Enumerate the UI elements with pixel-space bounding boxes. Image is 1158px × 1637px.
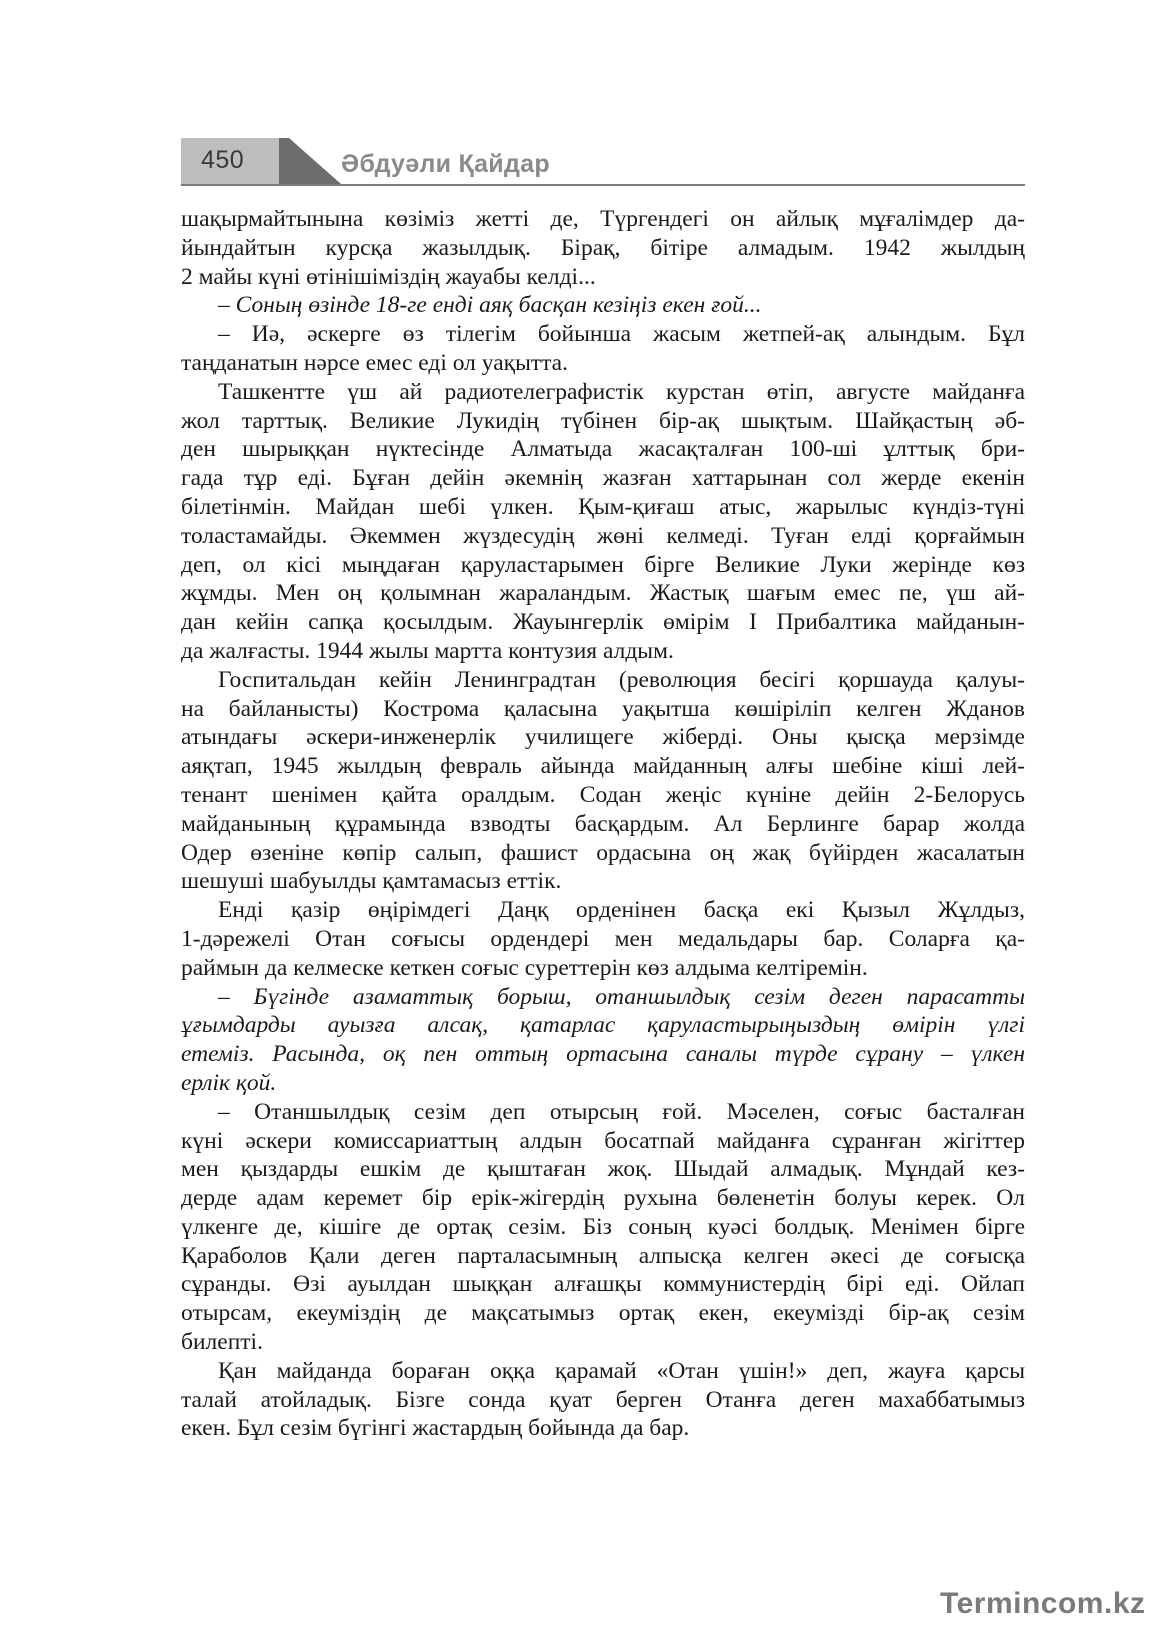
text-line: аяқтап, 1945 жылдың февраль айында майданның алғы шебіне кіші лей- (181, 753, 1025, 780)
running-header (181, 138, 1025, 186)
text-line: таңданатын нәрсе емес еді ол уақытта. (181, 349, 568, 376)
text-line: деп, ол кісі мыңдаған қаруластарымен бірге Великие Луки жерінде көз (181, 551, 1025, 578)
text-line: да жалғасты. 1944 жылы мартта контузия алдым. (181, 637, 674, 664)
text-line: үлкенге де, кішіге де ортақ сезім. Біз соның куәсі болдық. Менімен бірге (181, 1213, 1025, 1240)
paragraph-start-line: Ташкентте үш ай радиотелеграфистік курстан өтіп, августе майданға (218, 378, 1025, 405)
text-line: талай атойладық. Бізге сонда қуат берген Отанға деген махаббатымыз (181, 1386, 1025, 1413)
text-line: на байланысты) Кострома қаласына уақытша көшіріліп келген Жданов (181, 695, 1025, 722)
page-body (181, 205, 1025, 1443)
paragraph-start-line: Госпитальдан кейін Ленинградтан (революция бесігі қоршауда қалуы- (218, 666, 1025, 693)
text-line: толастамайды. Әкеммен жүздесудің жөні келмеді. Туған елді қорғаймын (181, 522, 1025, 549)
question-line: ұғымдарды ауызға алсақ, қатарлас қаруластырыңыздың өмірін үлгі (181, 1012, 1025, 1039)
text-line: атындағы әскери-инженерлік училищеге жіберді. Оны қысқа мерзімде (181, 724, 1025, 751)
answer-line: – Отаншылдық сезім деп отырсың ғой. Мәселен, соғыс басталған (218, 1098, 1025, 1125)
text-line: отырсам, екеуміздің де мақсатымыз ортақ екен, екеумізді бір-ақ сезім (181, 1300, 1025, 1327)
page-number-box (181, 138, 279, 184)
text-line: раймын да келмеске кеткен соғыс суреттерін көз алдыма келтіремін. (181, 954, 868, 981)
text-line: шақырмайтынына көзіміз жетті де, Түргендегі он айлық мұғалімдер да- (181, 206, 1025, 232)
text-line: жол тарттық. Великие Лукидің түбінен бір-ақ шықтым. Шайқастың әб- (181, 407, 1025, 434)
text-line: күні әскери комиссариаттың алдын босатпай майданға сұранған жігіттер (181, 1127, 1025, 1154)
text-line: мен қыздарды ешкім де қыштаған жоқ. Шыдай алмадық. Мұндай кез- (181, 1156, 1025, 1183)
text-line: 1-дәрежелі Отан соғысы ордендері мен медальдары бар. Соларға қа- (181, 925, 1025, 952)
question-line: – Соның өзінде 18-ге енді аяқ басқан кезіңіз екен ғой... (218, 292, 762, 319)
paragraph-start-line: Қан майданда бораған оққа қарамай «Отан үшін!» деп, жауға қарсы (218, 1357, 1025, 1384)
logo-text: Termincom.kz (940, 1587, 1146, 1620)
text-line: ден шырыққан нүктесінде Алматыда жасақталған 100-ші ұлттық бри- (181, 436, 1025, 463)
text-line: дан кейін сапқа қосылдым. Жауынгерлік өмірім I Прибалтика майданын- (181, 609, 1025, 636)
text-line: майданының құрамында взводты басқардым. Ал Берлинге барар жолда (181, 810, 1025, 837)
author-name: Әбдуәли Қайдар (341, 150, 550, 178)
text-line: Қараболов Қали деген парталасымның алпысқа келген әкесі де соғысқа (181, 1242, 1025, 1269)
text-line: шешуші шабуылды қамтамасыз еттік. (181, 868, 562, 895)
paragraph-start-line: Енді қазір өңірімдегі Даңқ орденінен басқа екі Қызыл Жұлдыз, (218, 897, 1025, 924)
text-line: екен. Бұл сезім бүгінгі жастардың бойында да бар. (181, 1415, 690, 1442)
page-number: 450 (201, 146, 245, 174)
question-line: – Бүгінде азаматтық борыш, отаншылдық сезім деген парасатты (218, 983, 1025, 1010)
text-line: тенант шенімен қайта оралдым. Содан жеңіс күніне дейін 2-Белорусь (181, 781, 1025, 808)
text-line: билепті. (181, 1329, 263, 1356)
answer-line: – Иә, әскерге өз тілегім бойынша жасым жетпей-ақ алындым. Бұл (218, 321, 1025, 348)
text-line: йындайтын курсқа жазылдық. Бірақ, бітіре алмадым. 1942 жылдың (181, 234, 1025, 261)
header-rule (181, 184, 1025, 186)
text-line: дерде адам керемет бір ерік-жігердің рухына бөленетін болуы керек. Ол (181, 1185, 1025, 1212)
text-line: гада тұр еді. Бұған дейін әкемнің жазған хаттарынан сол жерде екенін (181, 465, 1025, 492)
text-line: сұранды. Өзі ауылдан шыққан алғашқы коммунистердің бірі еді. Ойлап (181, 1271, 1025, 1298)
header-arrow-shape (279, 138, 341, 184)
text-line: жұмды. Мен оң қолымнан жараландым. Жастық шағым емес пе, үш ай- (181, 580, 1025, 607)
question-line: ерлік қой. (181, 1069, 277, 1096)
question-line: етеміз. Расында, оқ пен оттың ортасына саналы түрде сұрану – үлкен (181, 1041, 1025, 1068)
termincom-logo (940, 1585, 1146, 1625)
text-line: Одер өзеніне көпір салып, фашист ордасына оң жақ бүйірден жасалатын (181, 839, 1025, 866)
text-line: білетінмін. Майдан шебі үлкен. Қым-қиғаш атыс, жарылыс күндіз-түні (181, 493, 1025, 520)
text-line: 2 майы күні өтінішіміздің жауабы келді... (181, 263, 596, 290)
